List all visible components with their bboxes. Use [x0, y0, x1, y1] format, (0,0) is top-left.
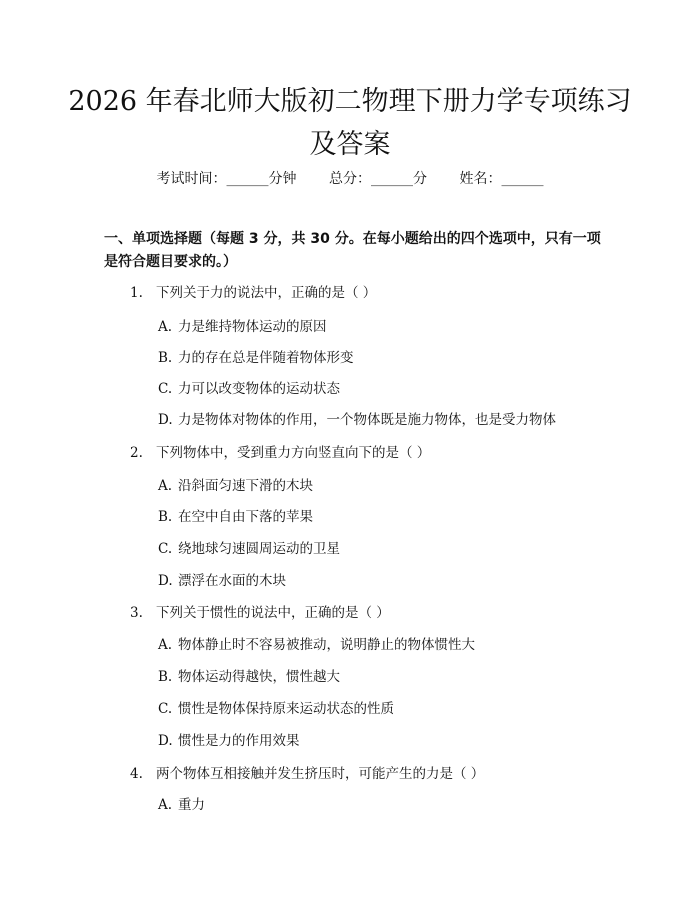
option-letter: A. [158, 319, 173, 335]
option [158, 665, 340, 685]
option [158, 793, 205, 813]
option-letter: A. [158, 478, 173, 494]
exam-time-field: 考试时间：______分钟 [156, 171, 297, 187]
question [130, 762, 484, 782]
option-text: 沿斜面匀速下滑的木块 [178, 478, 313, 494]
option-text: 物体运动得越快，惯性越大 [178, 669, 340, 685]
document-title: 2026 年春北师大版初二物理下册力学专项练习及答案 [68, 86, 632, 160]
question-text: 下列物体中，受到重力方向竖直向下的是（ ） [156, 445, 431, 461]
question [130, 601, 390, 621]
option-letter: C. [158, 701, 173, 717]
option [158, 697, 394, 717]
question-text: 下列关于力的说法中，正确的是（ ） [156, 285, 377, 301]
question [130, 441, 430, 461]
question-number: 4. [130, 766, 143, 782]
exam-info-line [0, 168, 700, 188]
option-text: 绕地球匀速圆周运动的卫星 [178, 541, 340, 557]
option-letter: B. [158, 509, 173, 525]
question-number: 3. [130, 605, 143, 621]
option-text: 惯性是力的作用效果 [178, 733, 300, 749]
option-text: 力可以改变物体的运动状态 [178, 381, 340, 397]
option [158, 729, 300, 749]
option-text: 在空中自由下落的苹果 [178, 509, 313, 525]
option-letter: C. [158, 381, 173, 397]
option [158, 315, 327, 335]
section-heading: 一、单项选择题（每题 3 分，共 30 分。在每小题给出的四个选项中，只有一项是符合题目要求的。） [104, 231, 601, 270]
question [130, 281, 376, 301]
option-letter: A. [158, 637, 173, 653]
option-text: 物体静止时不容易被推动，说明静止的物体惯性大 [178, 637, 475, 653]
option [158, 346, 354, 366]
option-text: 惯性是物体保持原来运动状态的性质 [178, 701, 394, 717]
student-name-field: 姓名：______ [459, 171, 544, 187]
option-letter: B. [158, 669, 173, 685]
question-number: 2. [130, 445, 143, 461]
option [158, 537, 340, 557]
question-text: 两个物体互相接触并发生挤压时，可能产生的力是（ ） [156, 766, 485, 782]
option-text: 力是物体对物体的作用，一个物体既是施力物体，也是受力物体 [178, 412, 556, 428]
option-text: 力是维持物体运动的原因 [178, 319, 327, 335]
option-letter: D. [158, 573, 173, 589]
option-letter: C. [158, 541, 173, 557]
option-text: 力的存在总是伴随着物体形变 [178, 350, 354, 366]
question-number: 1. [130, 285, 143, 301]
option [158, 505, 313, 525]
option [158, 569, 286, 589]
total-score-field: 总分：______分 [329, 171, 427, 187]
option-letter: B. [158, 350, 173, 366]
option-text: 重力 [178, 797, 205, 813]
option [158, 633, 475, 653]
option-letter: A. [158, 797, 173, 813]
option [158, 474, 313, 494]
option-letter: D. [158, 412, 173, 428]
option-text: 漂浮在水面的木块 [178, 573, 286, 589]
option [158, 408, 556, 428]
option [158, 377, 340, 397]
question-text: 下列关于惯性的说法中，正确的是（ ） [156, 605, 390, 621]
option-letter: D. [158, 733, 173, 749]
